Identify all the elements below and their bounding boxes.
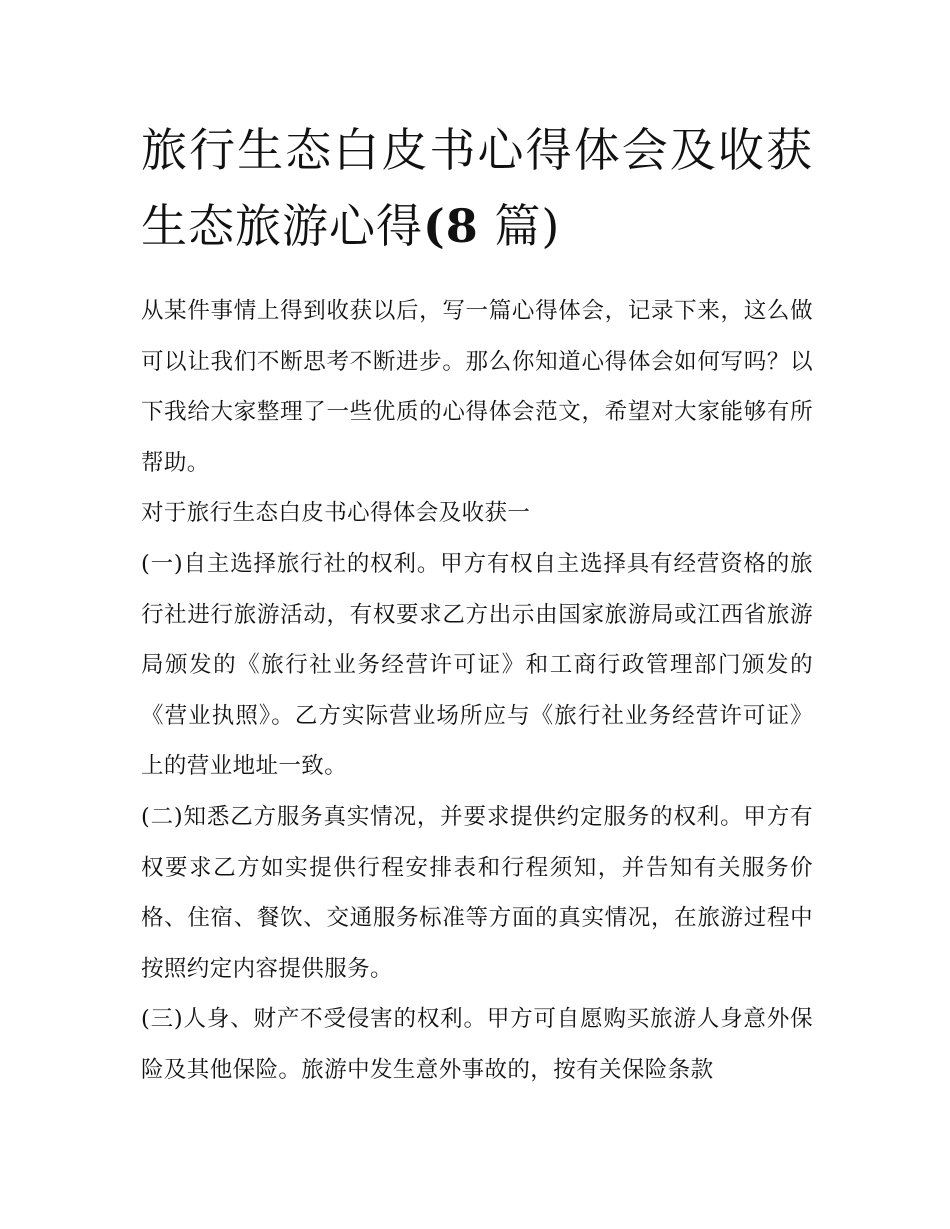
title-text: 旅行生态白皮书心得体会及收获 生态旅游心得 [141, 123, 813, 253]
clause-paragraph-1: (一)自主选择旅行社的权利。甲方有权自主选择具有经营资格的旅行社进行旅游活动，有权要求乙方出示由国家旅游局或江西省旅游局颁发的《旅行社业务经营许可证》和工商行政管理部门颁发的《营业执照》。乙方实际营业场所应与《旅行社业务经营许可证》上的营业地址一致。 [141, 550, 813, 780]
document-title [141, 112, 813, 264]
title-count: (8 [423, 199, 479, 253]
document-body [141, 112, 813, 1096]
clause-paragraph-2: (二)知悉乙方服务真实情况，并要求提供约定服务的权利。甲方有权要求乙方如实提供行程安排表和行程须知，并告知有关服务价格、住宿、餐饮、交通服务标准等方面的真实情况，在旅游过程中按照约定内容提供服务。 [141, 803, 813, 982]
intro-paragraph: 从某件事情上得到收获以后，写一篇心得体会，记录下来，这么做可以让我们不断思考不断进步。那么你知道心得体会如何写吗？以下我给大家整理了一些优质的心得体会范文，希望对大家能够有所帮助。 [141, 298, 813, 476]
section-heading: 对于旅行生态白皮书心得体会及收获一 [141, 500, 531, 527]
title-suffix: 篇) [478, 199, 561, 253]
clause-paragraph-3: (三)人身、财产不受侵害的权利。甲方可自愿购买旅游人身意外保险及其他保险。旅游中发生意外事故的，按有关保险条款 [141, 1006, 813, 1083]
